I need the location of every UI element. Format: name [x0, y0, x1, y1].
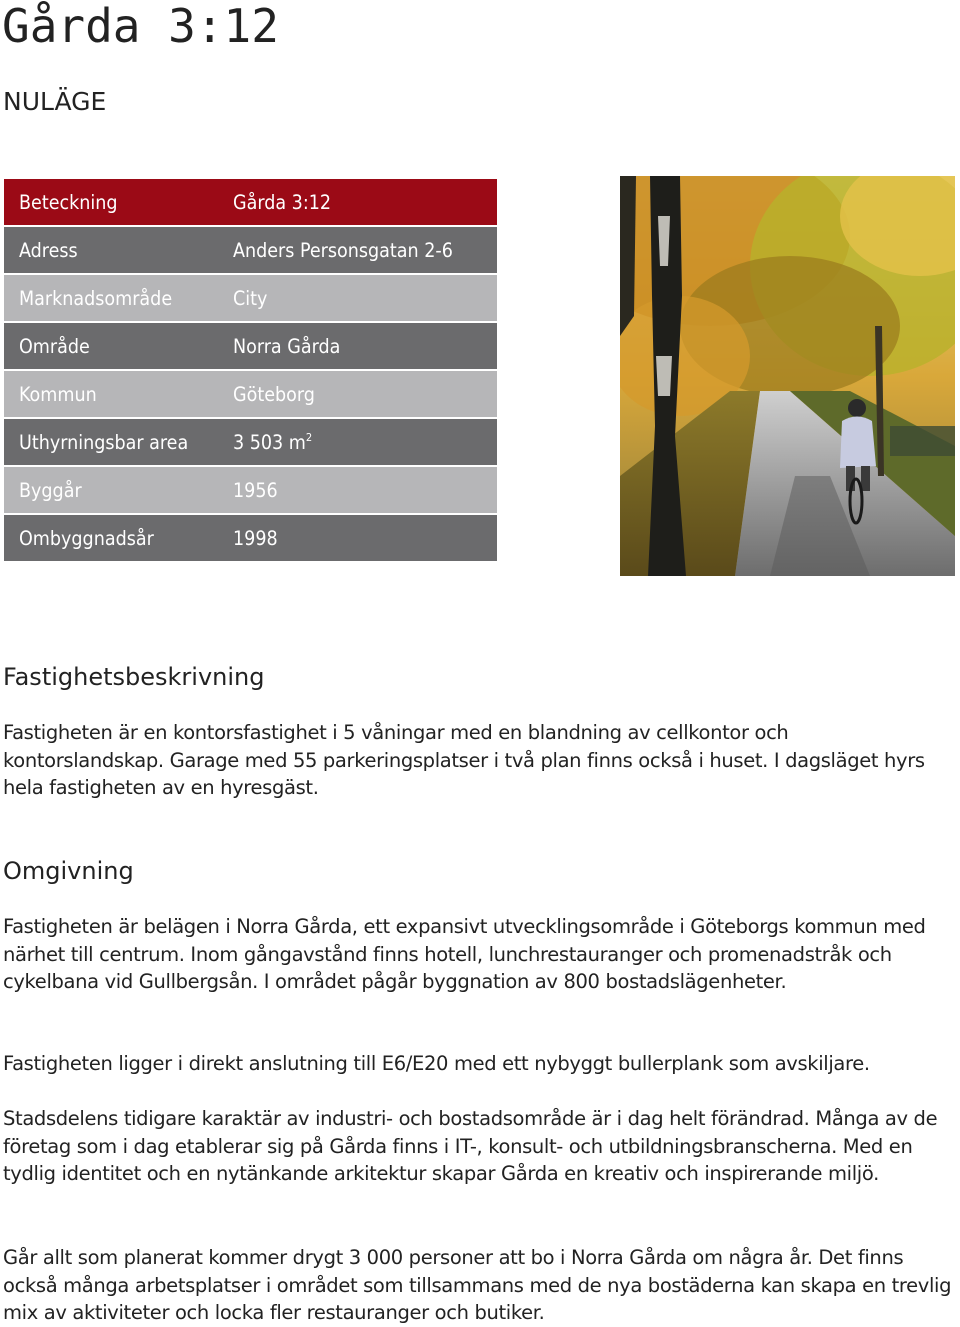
- page-subtitle: NULÄGE: [3, 87, 107, 116]
- property-info-table: [4, 179, 497, 563]
- info-value: 1956: [233, 478, 278, 502]
- info-label: Marknadsområde: [19, 286, 173, 310]
- autumn-cycle-path-photo: [620, 176, 955, 576]
- info-label: Ombyggnadsår: [19, 526, 154, 550]
- info-value: Anders Personsgatan 2-6: [233, 238, 453, 262]
- info-row-marknadsomrade: [4, 275, 497, 321]
- info-value: [233, 431, 312, 454]
- info-row-beteckning: [4, 179, 497, 225]
- info-row-omrade: [4, 323, 497, 369]
- info-value: 1998: [233, 526, 278, 550]
- info-value: Norra Gårda: [233, 334, 341, 358]
- section-heading-fastighetsbeskrivning: Fastighetsbeskrivning: [3, 663, 265, 691]
- info-label: Byggår: [19, 478, 82, 502]
- area-unit-superscript: 2: [305, 430, 313, 444]
- paragraph-omgivning-4: Går allt som planerat kommer drygt 3 000 personer att bo i Norra Gårda om några år. Det finns också många arbetsplatser i området som tillsammans med de nya bostäderna kan skapa en trevlig mix av aktiviteter och locka fler restauranger och butiker.: [3, 1246, 952, 1325]
- paragraph-omgivning-2: Fastigheten ligger i direkt anslutning till E6/E20 med ett nybyggt bullerplank som avskiljare.: [3, 1052, 870, 1075]
- info-value: Gårda 3:12: [233, 190, 332, 214]
- info-row-adress: [4, 227, 497, 273]
- info-label: Uthyrningsbar area: [19, 430, 189, 454]
- info-label: Beteckning: [19, 190, 118, 214]
- info-label: Adress: [19, 238, 78, 262]
- info-value: Göteborg: [233, 382, 315, 406]
- info-label: Område: [19, 334, 90, 358]
- paragraph-fastighetsbeskrivning: Fastigheten är en kontorsfastighet i 5 våningar med en blandning av cellkontor och kontorslandskap. Garage med 55 parkeringsplatser i två plan finns också i huset. I dagsläget hyrs hela fastigheten av en hyresgäst.: [3, 721, 925, 800]
- info-row-byggar: [4, 467, 497, 513]
- info-row-kommun: [4, 371, 497, 417]
- info-row-ombyggnadsar: [4, 515, 497, 561]
- info-row-uthyrningsbar-area: [4, 419, 497, 465]
- page-title: Gårda 3:12: [2, 0, 279, 53]
- section-heading-omgivning: Omgivning: [3, 857, 134, 885]
- paragraph-omgivning-3: Stadsdelens tidigare karaktär av industri- och bostadsområde är i dag helt förändrad. Många av de företag som i dag etablerar sig på Gårda finns i IT-, konsult- och utbildningsbranscherna. Med en tydlig identitet och en nytänkande arkitektur skapar Gårda en kreativ och inspirerande miljö.: [3, 1107, 938, 1186]
- info-value: City: [233, 286, 268, 310]
- info-label: Kommun: [19, 382, 97, 406]
- area-value: 3 503 m: [233, 430, 306, 454]
- paragraph-omgivning-1: Fastigheten är belägen i Norra Gårda, ett expansivt utvecklingsområde i Göteborgs kommun med närhet till centrum. Inom gångavstånd finns hotell, lunchrestauranger och promenadstråk och cykelbana vid Gullbergsån. I området pågår byggnation av 800 bostadslägenheter.: [3, 915, 926, 994]
